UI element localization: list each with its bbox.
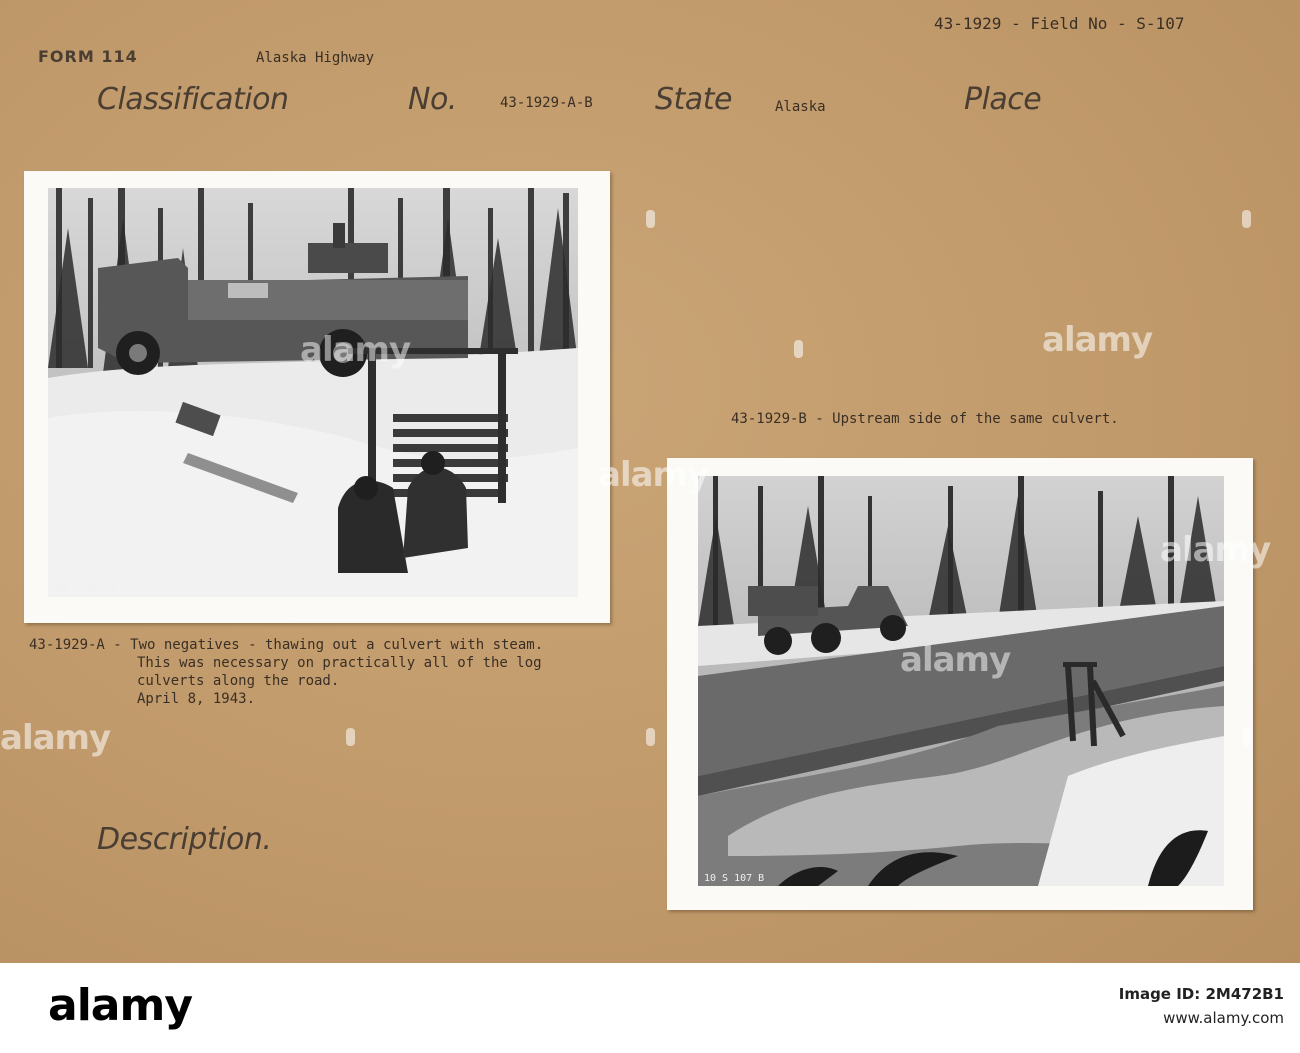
photo-a-caption	[29, 636, 543, 708]
watermark-dot	[346, 728, 355, 746]
photo-b-image	[698, 476, 1224, 886]
watermark-text: alamy	[1160, 530, 1271, 570]
photo-a-image	[48, 188, 578, 597]
no-label: No.	[408, 82, 457, 117]
caption-a-line-1: 43-1929-A - Two negatives - thawing out a culvert with steam.	[29, 637, 544, 653]
photo-b	[667, 458, 1253, 910]
photo-a	[24, 171, 610, 623]
image-id: Image ID: 2M472B1	[1118, 985, 1284, 1003]
photo-b-corner-mark: 10 S 107 B	[704, 873, 765, 884]
state-label: State	[655, 82, 732, 117]
stock-logo: alamy	[48, 980, 192, 1031]
watermark-text: alamy	[900, 640, 1011, 680]
field-number: 43-1929 - Field No - S-107	[934, 14, 1185, 33]
caption-a-line-3: culverts along the road.	[137, 673, 340, 689]
project-name: Alaska Highway	[256, 50, 375, 66]
stock-footer	[0, 963, 1300, 1053]
form-number: FORM 114	[38, 47, 138, 66]
caption-a-line-4: April 8, 1943.	[137, 691, 256, 707]
watermark-text: alamy	[598, 455, 709, 495]
watermark-dot	[646, 210, 655, 228]
watermark-text: alamy	[1042, 320, 1153, 360]
watermark-text: alamy	[300, 330, 411, 370]
photo-b-caption: 43-1929-B - Upstream side of the same culvert.	[731, 411, 1119, 427]
no-value: 43-1929-A-B	[500, 95, 593, 111]
photo-a-corner-mark: 10 S 107 A	[56, 583, 117, 594]
watermark-dot	[646, 728, 655, 746]
stock-info	[1119, 982, 1284, 1030]
watermark-dot	[1242, 728, 1251, 746]
watermark-text: alamy	[0, 718, 111, 758]
description-label: Description.	[97, 822, 272, 857]
watermark-dot	[794, 340, 803, 358]
classification-label: Classification	[97, 82, 289, 117]
place-label: Place	[964, 82, 1042, 117]
watermark-dot	[1242, 210, 1251, 228]
caption-a-line-2: This was necessary on practically all of the log	[137, 655, 542, 671]
stock-site: www.alamy.com	[1163, 1009, 1284, 1027]
state-value: Alaska	[775, 99, 826, 115]
